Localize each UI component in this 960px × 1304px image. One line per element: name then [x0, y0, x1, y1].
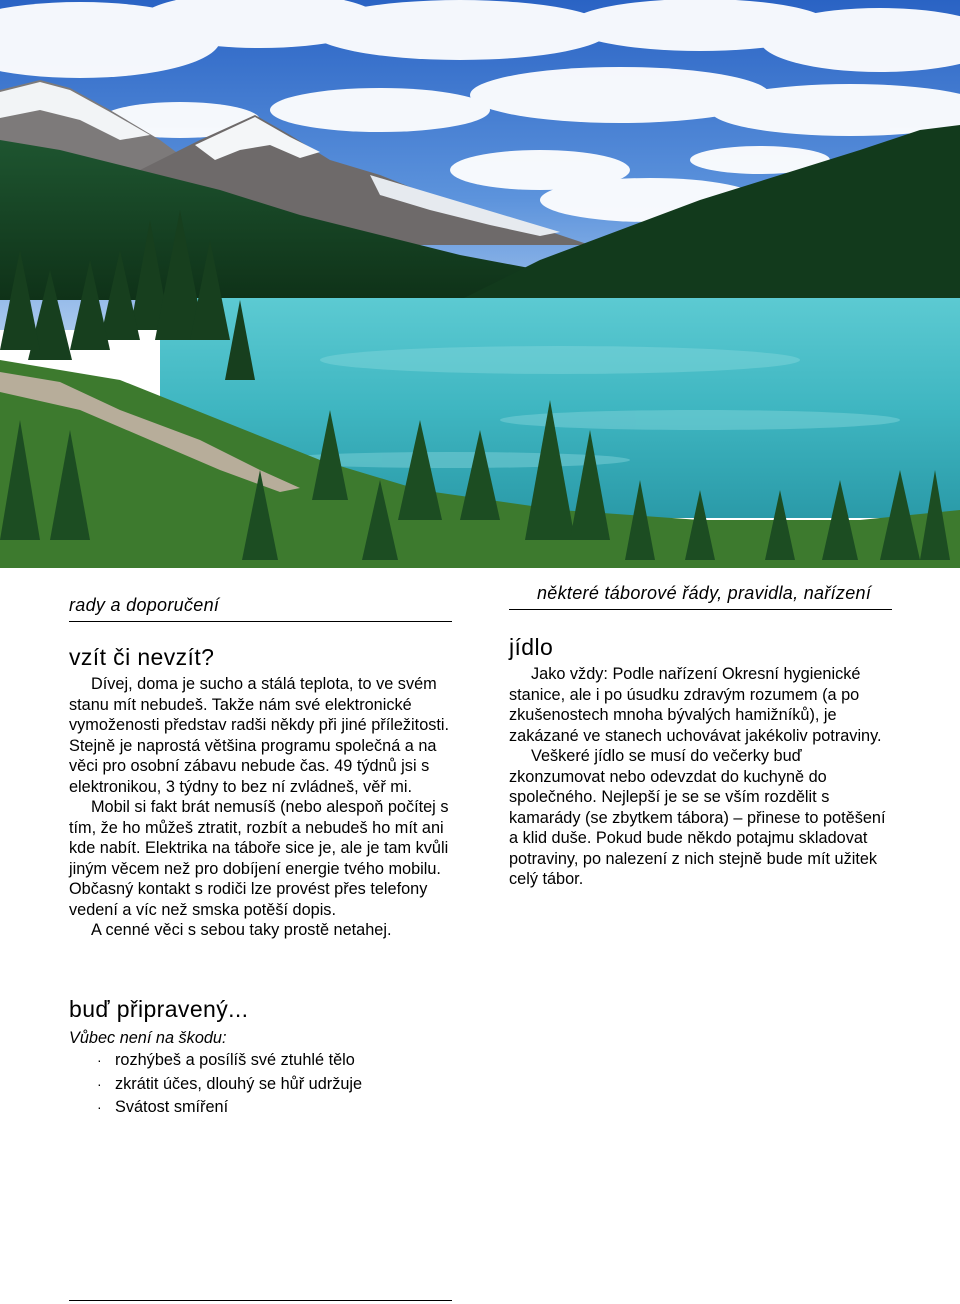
list-item-text: zkrátit účes, dlouhý se hůř udržuje [115, 1074, 363, 1093]
heading-vzit-ci-nevzit: vzít či nevzít? [69, 644, 215, 670]
list-item [69, 1096, 362, 1120]
header-rule [69, 621, 452, 622]
right-column [509, 582, 892, 890]
bullet-dot: · [97, 1075, 102, 1092]
paragraph-cenne-veci: A cenné věci s sebou taky prostě netahej. [91, 921, 392, 939]
list-item [69, 1073, 362, 1097]
heading-jidlo: jídlo [509, 634, 554, 660]
list-item [69, 1049, 362, 1073]
header-rule [509, 609, 892, 610]
paragraph-mobil: Mobil si fakt brát nemusíš (nebo alespoň počítej s tím, že ho můžeš ztratit, rozbít a nebudeš ho mít ani kde nabít. Elektrika na táboře sice je, ale je tam kvůli jiným věcem než pro dobíjení energie tvého mobilu. Občasný kontakt s rodiči lze provést přes telefony vedení a víc než smska potěší dopis. [69, 798, 449, 919]
mountain-lake-photo [0, 0, 960, 568]
section-header-tabor-rady: některé táborové řády, pravidla, nařízení [537, 583, 872, 603]
paragraph-elektronika: Dívej, doma je sucho a stálá teplota, to ve svém stanu mít nebudeš. Takže nám své elektronické vymoženosti představ radši někdy při jiné příležitosti. Stejně je naprostá většina programu společná a na věci pro osobní zábavu nebude čas. 49 týdnů jsi s elektronikou, 3 týdny to bez ní zvládneš, věř mi. [69, 675, 450, 796]
paragraph-hygiena: Jako vždy: Podle nařízení Okresní hygienické stanice, ale i po úsudku zdravým rozumem (a po zkušenostech mnoha bývalých hamižníků), je zakázané ve stanech uchovávat jakékoliv potraviny. [509, 665, 882, 745]
preparation-list [69, 1049, 362, 1120]
footer-rule [69, 1300, 452, 1301]
left-column [69, 594, 452, 941]
bullet-dot: · [97, 1052, 102, 1068]
list-item-text: Svátost smíření [115, 1098, 229, 1116]
paragraph-jidlo-vecerka: Veškeré jídlo se musí do večerky buď zkonzumovat nebo odevzdat do kuchyně do společného. Nejlepší je se se vším rozdělit s kamarády (se zbytkem tábora) – přinese to potěšení a klid duše. Pokud bude někdo potajmu skladovat potraviny, po nalezení z nich stejně bude mít užitek celý tábor. [509, 747, 886, 888]
section-header-rady: rady a doporučení [69, 595, 220, 615]
bud-intro-text: Vůbec není na škodu: [69, 1029, 227, 1047]
heading-bud-pripraveny: buď připravený... [69, 996, 249, 1022]
list-item-text: rozhýbeš a posílíš své ztuhlé tělo [115, 1051, 355, 1069]
bullet-dot: · [97, 1099, 102, 1115]
